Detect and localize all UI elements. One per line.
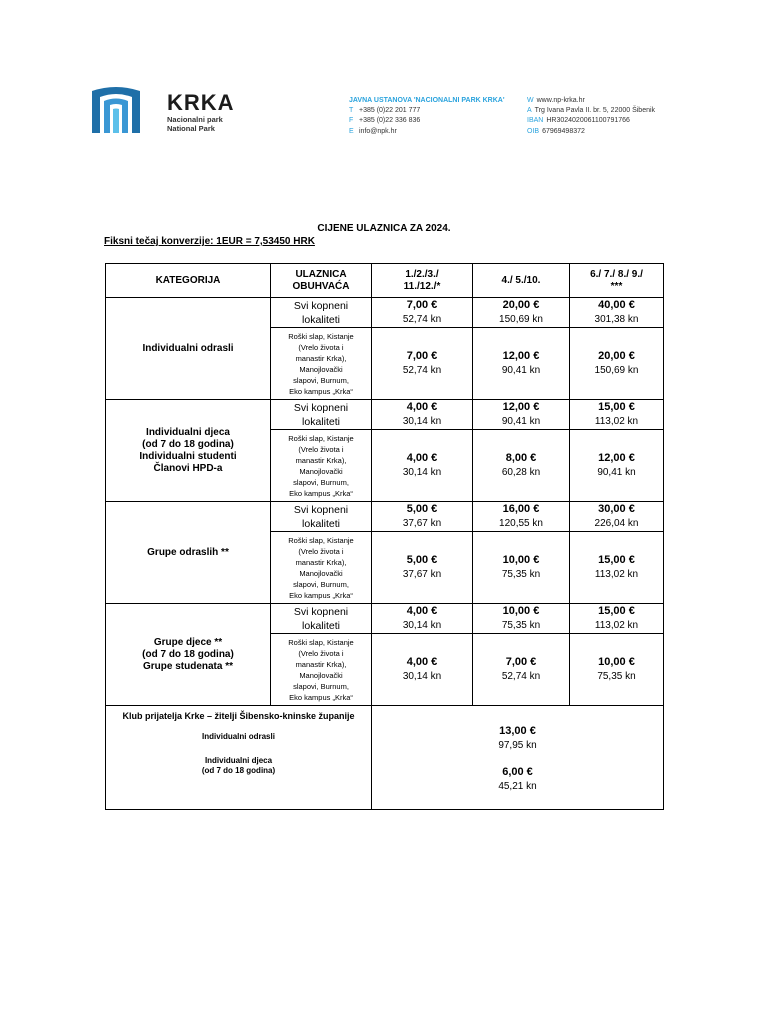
category-cell xyxy=(106,604,271,706)
price-kn: 90,41 kn xyxy=(597,467,636,478)
price-eur: 4,00 € xyxy=(406,401,438,413)
price-cell xyxy=(570,634,664,706)
location-label: Roški slap, Kistanje xyxy=(288,637,354,647)
price-eur: 40,00 € xyxy=(598,299,635,311)
location-label: Eko kampus „Krka“ xyxy=(289,590,353,600)
price-kn: 52,74 kn xyxy=(501,671,541,682)
price-cell xyxy=(372,430,473,502)
category-label: Individualni studenti xyxy=(139,450,237,462)
location-label: lokaliteti xyxy=(302,517,340,530)
price-eur: 15,00 € xyxy=(598,554,635,566)
price-kn: 75,35 kn xyxy=(597,671,636,682)
location-label: Manojlovački xyxy=(299,364,343,374)
contact-block-left xyxy=(349,96,505,137)
price-eur: 5,00 € xyxy=(406,554,438,566)
location-label: lokaliteti xyxy=(302,313,340,326)
page-title: CIJENE ULAZNICA ZA 2024. xyxy=(317,223,451,234)
price-kn: 75,35 kn xyxy=(501,620,541,631)
price-cell xyxy=(473,400,570,430)
price-cell xyxy=(570,604,664,634)
price-kn: 113,02 kn xyxy=(594,416,639,427)
price-cell xyxy=(570,502,664,532)
price-cell xyxy=(473,298,570,328)
location-label: (Vrelo života i xyxy=(298,648,344,658)
locations-sites xyxy=(271,634,372,706)
price-cell xyxy=(372,298,473,328)
exchange-rate-note: Fiksni tečaj konverzije: 1EUR = 7,53450 HRK xyxy=(104,236,315,247)
location-label: manastir Krka), xyxy=(295,455,347,465)
iban-line: IBAN HR3024020061100791766 xyxy=(527,117,630,125)
klub-adult-eur: 13,00 € xyxy=(499,725,536,737)
location-label: Manojlovački xyxy=(299,670,343,680)
price-kn: 30,14 kn xyxy=(402,467,442,478)
price-eur: 4,00 € xyxy=(406,656,438,668)
klub-adult-kn: 97,95 kn xyxy=(498,740,537,751)
price-kn: 30,14 kn xyxy=(402,620,442,631)
category-label: Grupe djece ** xyxy=(153,636,223,648)
locations-sites xyxy=(271,328,372,400)
price-kn: 52,74 kn xyxy=(402,365,442,376)
category-cell xyxy=(106,400,271,502)
price-cell xyxy=(372,634,473,706)
price-cell xyxy=(473,328,570,400)
category-cell xyxy=(106,502,271,604)
location-label: Svi kopneni xyxy=(293,503,349,516)
krka-logo-icon xyxy=(90,85,142,137)
location-label: slapovi, Burnum, xyxy=(293,579,349,589)
price-kn: 37,67 kn xyxy=(402,518,442,529)
header-ticket-includes: ULAZNICA OBUHVAĆA xyxy=(271,264,372,298)
price-cell xyxy=(473,532,570,604)
locations-all xyxy=(271,298,372,328)
location-label: lokaliteti xyxy=(302,619,340,632)
header-period-3: 6./ 7./ 8./ 9./ *** xyxy=(570,264,664,298)
table-row xyxy=(106,400,664,430)
price-eur: 4,00 € xyxy=(406,452,438,464)
price-eur: 5,00 € xyxy=(406,503,438,515)
price-eur: 30,00 € xyxy=(598,503,635,515)
price-kn: 226,04 kn xyxy=(594,518,639,529)
brand-subtitle: Nacionalni park National Park xyxy=(167,115,223,133)
location-label: Eko kampus „Krka“ xyxy=(289,692,353,702)
location-label: slapovi, Burnum, xyxy=(293,681,349,691)
oib-line: OIB 67969498372 xyxy=(527,127,585,135)
price-eur: 7,00 € xyxy=(406,299,438,311)
klub-child-kn: 45,21 kn xyxy=(498,781,537,792)
price-eur: 8,00 € xyxy=(505,452,537,464)
category-label: Članovi HPD-a xyxy=(153,462,223,474)
address-line: A Trg Ivana Pavla II. br. 5, 22000 Šibenik xyxy=(527,107,656,115)
price-cell xyxy=(372,604,473,634)
web-line: W www.np-krka.hr xyxy=(527,97,585,104)
klub-adult-label: Individualni odrasli xyxy=(202,732,275,741)
location-label: lokaliteti xyxy=(302,415,340,428)
brand-name: KRKA xyxy=(167,90,235,115)
price-cell xyxy=(372,532,473,604)
price-cell xyxy=(473,634,570,706)
location-label: manastir Krka), xyxy=(295,353,347,363)
phone-line: T +385 (0)22 201 777 xyxy=(349,107,421,115)
klub-child-label: Individualni djeca xyxy=(204,755,273,765)
category-label: Individualni djeca xyxy=(146,426,230,438)
price-eur: 12,00 € xyxy=(598,452,635,464)
table-row xyxy=(106,604,664,634)
location-label: (Vrelo života i xyxy=(298,342,344,352)
price-kn: 75,35 kn xyxy=(501,569,541,580)
price-table xyxy=(105,263,664,810)
locations-all xyxy=(271,400,372,430)
klub-title: Klub prijatelja Krke – žitelji Šibensko-kninske županije xyxy=(122,711,355,721)
price-eur: 15,00 € xyxy=(598,401,635,413)
price-kn: 120,55 kn xyxy=(499,518,543,529)
price-kn: 150,69 kn xyxy=(499,314,543,325)
location-label: Roški slap, Kistanje xyxy=(288,331,354,341)
klub-child-age-label: (od 7 do 18 godina) xyxy=(201,766,276,775)
price-eur: 16,00 € xyxy=(502,503,540,515)
price-eur: 10,00 € xyxy=(502,554,540,566)
price-cell xyxy=(372,328,473,400)
category-label: (od 7 do 18 godina) xyxy=(142,438,234,450)
price-eur: 4,00 € xyxy=(406,605,438,617)
location-label: slapovi, Burnum, xyxy=(293,477,349,487)
location-label: Eko kampus „Krka“ xyxy=(289,488,353,498)
klub-row xyxy=(106,706,664,810)
category-label: Grupe studenata ** xyxy=(142,660,234,672)
price-cell xyxy=(570,328,664,400)
price-eur: 12,00 € xyxy=(502,401,540,413)
table-header-row xyxy=(106,264,664,298)
header-category: KATEGORIJA xyxy=(106,264,271,298)
klub-price-cell xyxy=(372,706,664,810)
header-period-1: 1./2./3./ 11./12./* xyxy=(372,264,473,298)
location-label: Svi kopneni xyxy=(293,299,349,312)
header-period-2: 4./ 5./10. xyxy=(473,264,570,298)
location-label: slapovi, Burnum, xyxy=(293,375,349,385)
price-kn: 150,69 kn xyxy=(594,365,639,376)
price-kn: 37,67 kn xyxy=(402,569,442,580)
fax-line: F +385 (0)22 336 836 xyxy=(349,117,421,125)
price-cell xyxy=(570,298,664,328)
klub-category-cell xyxy=(106,706,372,810)
location-label: Manojlovački xyxy=(299,568,343,578)
price-kn: 90,41 kn xyxy=(501,365,541,376)
location-label: (Vrelo života i xyxy=(298,444,344,454)
price-eur: 7,00 € xyxy=(406,350,438,362)
price-eur: 20,00 € xyxy=(502,299,540,311)
locations-all xyxy=(271,502,372,532)
location-label: Roški slap, Kistanje xyxy=(288,433,354,443)
price-cell xyxy=(570,400,664,430)
price-eur: 10,00 € xyxy=(502,605,540,617)
locations-all xyxy=(271,604,372,634)
price-cell xyxy=(473,430,570,502)
email-line: E info@npk.hr xyxy=(349,127,397,135)
price-kn: 60,28 kn xyxy=(501,467,541,478)
contact-block-right xyxy=(527,96,655,137)
price-cell xyxy=(473,604,570,634)
price-cell xyxy=(570,532,664,604)
locations-sites xyxy=(271,532,372,604)
locations-sites xyxy=(271,430,372,502)
institution-name: JAVNA USTANOVA 'NACIONALNI PARK KRKA' xyxy=(349,97,505,104)
location-label: Eko kampus „Krka“ xyxy=(289,386,353,396)
price-kn: 90,41 kn xyxy=(501,416,541,427)
location-label: (Vrelo života i xyxy=(298,546,344,556)
category-label: Grupe odraslih ** xyxy=(147,546,229,558)
location-label: Roški slap, Kistanje xyxy=(288,535,354,545)
price-eur: 15,00 € xyxy=(598,605,635,617)
price-kn: 113,02 kn xyxy=(594,620,639,631)
price-eur: 20,00 € xyxy=(598,350,635,362)
price-cell xyxy=(372,502,473,532)
price-eur: 7,00 € xyxy=(505,656,537,668)
table-row xyxy=(106,502,664,532)
price-cell xyxy=(473,502,570,532)
category-label: (od 7 do 18 godina) xyxy=(142,648,234,660)
location-label: Svi kopneni xyxy=(293,605,349,618)
klub-child-eur: 6,00 € xyxy=(502,766,533,778)
category-cell xyxy=(106,298,271,400)
price-kn: 30,14 kn xyxy=(402,671,442,682)
category-label: Individualni odrasli xyxy=(142,342,234,354)
price-eur: 10,00 € xyxy=(598,656,635,668)
price-cell xyxy=(372,400,473,430)
price-kn: 30,14 kn xyxy=(402,416,442,427)
location-label: Svi kopneni xyxy=(293,401,349,414)
price-kn: 52,74 kn xyxy=(402,314,442,325)
price-eur: 12,00 € xyxy=(502,350,540,362)
location-label: manastir Krka), xyxy=(295,557,347,567)
location-label: manastir Krka), xyxy=(295,659,347,669)
price-cell xyxy=(570,430,664,502)
price-kn: 113,02 kn xyxy=(594,569,639,580)
table-row xyxy=(106,298,664,328)
location-label: Manojlovački xyxy=(299,466,343,476)
price-kn: 301,38 kn xyxy=(594,314,639,325)
